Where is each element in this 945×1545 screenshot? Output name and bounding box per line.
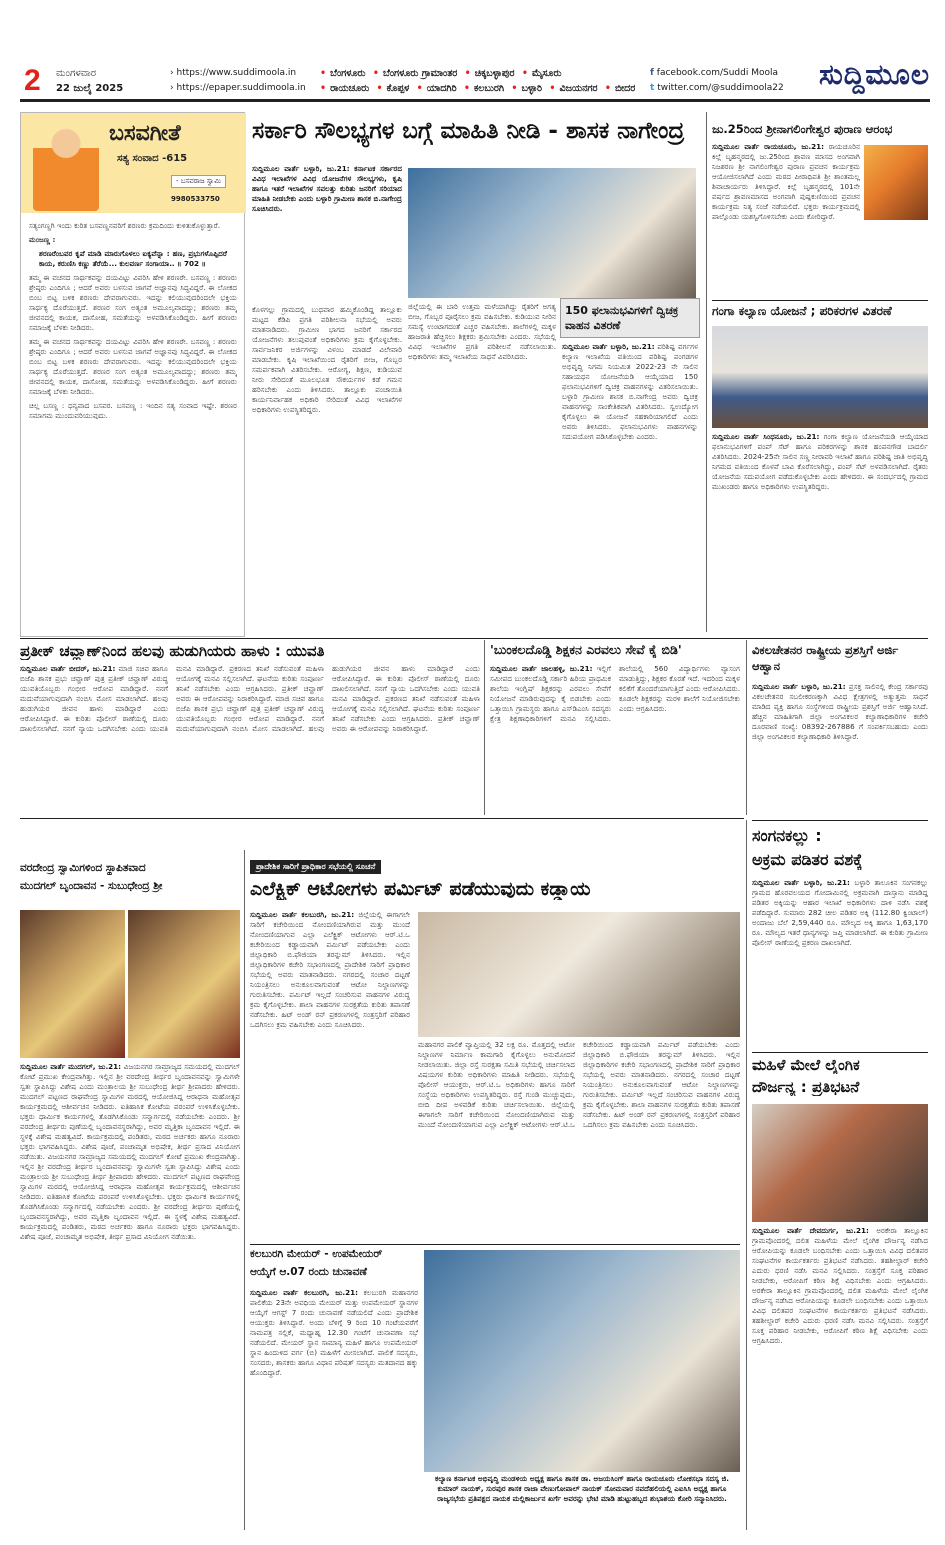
swamiji-photo xyxy=(20,910,125,1058)
column-divider xyxy=(746,640,747,815)
award-body: ಸುದ್ದಿಮೂಲ ವಾರ್ತೆ ಬಳ್ಳಾರಿ, ಜು.21: ಪ್ರಸಕ್ತ ಸಾಲಿನಲ್ಲಿ ಕೇಂದ್ರ ಸರ್ಕಾರವು ವಿಕಲಚೇತನರ ಸಬಲೀಕರಣಕ್ಕಾಗಿ ವಿವಿಧ ಕ್ಷೇತ್ರಗಳಲ್ಲಿ ಅತ್ಯುತ್ತಮ ಸಾಧನೆ ಮಾಡಿದ ವ್ಯಕ್ತಿ ಹಾಗೂ ಸಂಸ್ಥೆಗಳಿಂದ ರಾಷ್ಟ್ರೀಯ ಪ್ರಶಸ್ತಿಗೆ ಅರ್ಜಿ ಆಹ್ವಾನಿಸಿದೆ. ಹೆಚ್ಚಿನ ಮಾಹಿತಿಗಾಗಿ ಜಿಲ್ಲಾ ಅಂಗವಿಕಲರ ಕಲ್ಯಾಣಾಧಿಕಾರಿಗಳ ಕಚೇರಿ ದೂರವಾಣಿ ಸಂಖ್ಯೆ: 08392-267886 ಗೆ ಸಂಪರ್ಕಿಸಬಹುದು ಎಂದು ಜಿಲ್ಲಾ ಅಂಗವಿಕಲರ ಕಲ್ಯಾಣಾಧಿಕಾರಿ ತಿಳಿಸಿದ್ದಾರೆ. xyxy=(752,682,928,741)
city-label: ಕೊಪ್ಪಳ xyxy=(386,83,410,94)
column-divider xyxy=(706,112,707,632)
lead-body: ಕೊಳಗಲ್ಲು ಗ್ರಾಮದಲ್ಲಿ ಬುಧವಾರ ಹಮ್ಮಿಕೊಂಡಿದ್ದ ತಾಲ್ಲೂಕು ಮಟ್ಟದ ಕೆಡಿಪಿ ಪ್ರಗತಿ ಪರಿಶೀಲನಾ ಸಭೆಯಲ್ಲಿ ಅವರು ಮಾತನಾಡಿದರು. ಗ್ರಾಮೀಣ ಭಾಗದ ಜನರಿಗೆ ಸರ್ಕಾರದ ಯೋಜನೆಗಳು ತಲುಪುವಂತೆ ಅಧಿಕಾರಿಗಳು ಕ್ರಮ ಕೈಗೊಳ್ಳಬೇಕು. ಸಾರ್ವಜನಿಕರ ಅರ್ಜಿಗಳನ್ನು ವಿಳಂಬ ಮಾಡದೆ ವಿಲೇವಾರಿ ಮಾಡಬೇಕು. ಕೃಷಿ ಇಲಾಖೆಯಿಂದ ರೈತರಿಗೆ ಬೀಜ, ಗೊಬ್ಬರ ಸಮರ್ಪಕವಾಗಿ ವಿತರಿಸಬೇಕು. ಆರೋಗ್ಯ, ಶಿಕ್ಷಣ, ಕುಡಿಯುವ ನೀರು ಸೇರಿದಂತೆ ಮೂಲಭೂತ ಸೌಕರ್ಯಗಳ ಕಡೆ ಗಮನ ಹರಿಸಬೇಕು ಎಂದು ತಿಳಿಸಿದರು. ತಾಲ್ಲೂಕು ಪಂಚಾಯಿತಿ ಕಾರ್ಯನಿರ್ವಾಹಕ ಅಧಿಕಾರಿ ಸೇರಿದಂತೆ ವಿವಿಧ ಇಲಾಖೆಗಳ ಅಧಿಕಾರಿಗಳು ಉಪಸ್ಥಿತರಿದ್ದರು. xyxy=(252,305,402,414)
purana-body: ಸುದ್ದಿಮೂಲ ವಾರ್ತೆ ರಾಯಚೂರು, ಜು.21: ರಾಯಚೂರಿನ ಕಿಲ್ಲೆ ಬೃಹನ್ಮಠದಲ್ಲಿ ಜು.25ರಿಂದ ಶ್ರಾವಣ ಮಾಸದ ಅಂಗವಾಗಿ ನಿಜಶರಣ ಶ್ರೀ ನಾಗಲಿಂಗೇಶ್ವರ ಪುರಾಣ ಪ್ರವಚನ ಕಾರ್ಯಕ್ರಮ ಆಯೋಜಿಸಲಾಗಿದೆ ಎಂದು ಮಠದ ಪೀಠಾಧಿಪತಿ ಶ್ರೀ ಶಾಂತಮಲ್ಲ ಶಿವಾಚಾರ್ಯರು ತಿಳಿಸಿದ್ದಾರೆ. ಕಿಲ್ಲೆ ಬೃಹನ್ಮಠದಲ್ಲಿ 101ನೇ ವರ್ಷದ ಶ್ರಾವಣಮಾಸದ ಅಂಗವಾಗಿ ಪುಷ್ಪಕುಣಿಯಿಂದ ಪ್ರವಚನ ಕಾರ್ಯಕ್ರಮ ನಿತ್ಯ ಸಂಜೆ ನಡೆಯಲಿದೆ. ಭಕ್ತರು ಕಾರ್ಯಕ್ರಮದಲ್ಲಿ ಪಾಲ್ಗೊಂಡು ಯಶಸ್ವಿಗೊಳಿಸಬೇಕು ಎಂದು ಕೋರಿದ್ದಾರೆ. xyxy=(712,142,860,221)
sangankal-body: ಸುದ್ದಿಮೂಲ ವಾರ್ತೆ ಬಳ್ಳಾರಿ, ಜು.21: ಬಳ್ಳಾರಿ ತಾಲೂಕಿನ ಸಂಗನಕಲ್ಲು ಗ್ರಾಮದ ಹೊರವಲಯದ ಗೋದಾಮಿನಲ್ಲಿ ಅಕ್ರಮವಾಗಿ ದಾಸ್ತಾನು ಮಾಡಿದ್ದ ಪಡಿತರ ಅಕ್ಕಿಯನ್ನು ಆಹಾರ ಇಲಾಖೆ ಅಧಿಕಾರಿಗಳು ದಾಳಿ ನಡೆಸಿ ವಶಕ್ಕೆ ಪಡೆದಿದ್ದಾರೆ. ಸುಮಾರು 282 ಚೀಲ ಪಡಿತರ ಅಕ್ಕಿ (112.80 ಕ್ವಿಂಟಾಲ್) ಅಂದಾಜು ಬೆಲೆ 2,59,440 ರೂ. ಮೌಲ್ಯದ ಅಕ್ಕಿ ಹಾಗೂ 1,63,170 ರೂ. ಮೌಲ್ಯದ ಇತರೆ ಧಾನ್ಯಗಳನ್ನು ಜಪ್ತಿ ಮಾಡಲಾಗಿದೆ. ಈ ಕುರಿತು ಗ್ರಾಮೀಣ ಪೊಲೀಸ್ ಠಾಣೆಯಲ್ಲಿ ಪ್ರಕರಣ ದಾಖಲಾಗಿದೆ. xyxy=(752,878,928,947)
ganga-photo xyxy=(712,326,928,428)
bike-headline: 150 ಫಲಾನುಭವಿಗಳಿಗೆ ದ್ವಿಚಕ್ರ ವಾಹನ ವಿತರಣೆ xyxy=(565,304,679,332)
day-label: ಮಂಗಳವಾರ xyxy=(56,68,97,79)
city-label: ಬಳ್ಳಾರಿ xyxy=(521,83,543,94)
url-block xyxy=(170,66,306,96)
city-label: ಚಿಕ್ಕಬಳ್ಳಾಪುರ xyxy=(474,68,515,79)
section-rule xyxy=(250,1244,740,1245)
brindavan-photo xyxy=(128,910,240,1058)
ganga-headline: ಗಂಗಾ ಕಲ್ಯಾಣ ಯೋಜನೆ ; ಪರಿಕರಗಳ ವಿತರಣೆ xyxy=(712,304,892,318)
meeting-photo xyxy=(418,912,740,1037)
ganga-body: ಸುದ್ದಿಮೂಲ ವಾರ್ತೆ ಸಿಂಧನೂರು, ಜು.21: ಗಂಗಾ ಕಲ್ಯಾಣ ಯೋಜನೆಯಡಿ ಆಯ್ಕೆಯಾದ ಫಲಾನುಭವಿಗಳಿಗೆ ಪಂಪ್ ಸೆಟ್ ಹಾಗೂ ಪರಿಕರಗಳನ್ನು ಶಾಸಕ ಹಂಪನಗೌಡ ಬಾದರ್ಲಿ ವಿತರಿಸಿದರು. 2024-25ನೇ ಸಾಲಿನ ಸಣ್ಣ ನೀರಾವರಿ ಇಲಾಖೆ ಹಾಗೂ ಪರಿಶಿಷ್ಟ ಜಾತಿ ಅಭಿವೃದ್ಧಿ ನಿಗಮದ ವತಿಯಿಂದ ಕೊಳವೆ ಬಾವಿ ಕೊರೆಸಲಾಗಿದ್ದು, ಪಂಪ್ ಸೆಟ್ ಅಳವಡಿಸಲಾಗಿದೆ. ರೈತರು ಯೋಜನೆಯ ಸದುಪಯೋಗ ಪಡೆದುಕೊಳ್ಳಬೇಕು ಎಂದು ಹೇಳಿದರು. ಈ ಸಂದರ್ಭದಲ್ಲಿ ಗ್ರಾಮದ ಮುಖಂಡರು ಹಾಗೂ ಅಧಿಕಾರಿಗಳು ಉಪಸ್ಥಿತರಿದ್ದರು. xyxy=(712,432,928,491)
cities-list: • ಬೆಂಗಳೂರು • ಬೆಂಗಳೂರು ಗ್ರಾಮಾಂತರ • ಚಿಕ್ಕಬಳ್ಳಾಪುರ • ಮೈಸೂರು • ರಾಯಚೂರು • ಕೊಪ್ಪಳ • ಯಾದಗಿರಿ • ಕಲಬುರಗಿ • ಬಳ್ಳಾರಿ • ವಿಜಯನಗರ • ಬೀದರ xyxy=(320,68,636,94)
city-label: ಬೆಂಗಳೂರು xyxy=(330,68,366,79)
date-label: 22 ಜುಲೈ 2025 xyxy=(56,83,124,94)
mahila-headline-1: ಮಹಿಳೆ ಮೇಲೆ ಲೈಂಗಿಕ xyxy=(752,1056,860,1074)
epaper-url[interactable]: https://epaper.suddimoola.in xyxy=(176,83,306,93)
column-intro: ಸತ್ಯಂಗಣ್ಣಗಿ ಇಂದು ಕುರಿತ ಬಸವಣ್ಣನವರಿಗೆ ಶರಣರು ಕ್ರಮದಿಂದು ಕುಳಿತುಕೊಳ್ಳುತ್ತಾರೆ. xyxy=(29,221,221,230)
lead-photo xyxy=(408,168,696,298)
mudagal-headline-1: ವರದೇಂದ್ರ ಸ್ವಾಮಿಗಳಿಂದ ಸ್ಥಾಪಿತವಾದ xyxy=(20,862,146,874)
page-number: 2 xyxy=(24,64,41,97)
mudagal-headline-2: ಮುದಗಲ್ ಬೃಂದಾವನ - ಸುಬುಧೇಂದ್ರ ಶ್ರೀ xyxy=(20,880,163,892)
column-text: ತಮ್ಮ ಈ ವಚನದ ಸಾರ್ಥಕವನ್ನು ದಯವಿಟ್ಟು ವಿವರಿಸಿ ಹೇಳಿ ಶರಣರೇ. ಬಸವಣ್ಣ : ಶರಣರು ಶ್ರೇಷ್ಠರು ಎಂದಿಗೂ ; ಆದರೆ ಅವರು ಬಳಸುವ ಜಾಗವೆ ಅಜ್ಞಾನವು ಸಿದ್ಧವಿದ್ದರೆ. ಈ ಲೋಕದ ಬಿಂಬ ಬಿಟ್ಟ ಬಳಿಕ ಶರಣರು ದೇವರಾಗುವರು. ಇದನ್ನು ಕಲಿಯುವುದರಿಂದಲೇ ಭಕ್ತಿಯ ಸಾರ್ಥಕ್ಯ ದೊರೆಯುತ್ತದೆ. ಶರಣರ ಸಂಗ ಅತ್ಯಂತ ಅಮೂಲ್ಯವಾದದ್ದು; ಶರಣರು ತಮ್ಮ ಜೀವನದಲ್ಲಿ ಕಾಯಕ, ದಾಸೋಹ, ಸಮತೆಯನ್ನು ಅಳವಡಿಸಿಕೊಂಡಿದ್ದರು. ಹೀಗೆ ಶರಣರು ಸಮಾಜಕ್ಕೆ ಬೆಳಕು ನೀಡಿದರು. xyxy=(29,273,237,332)
column-text: ತಮ್ಮ ಈ ವಚನದ ಸಾರ್ಥಕವನ್ನು ದಯವಿಟ್ಟು ವಿವರಿಸಿ ಹೇಳಿ ಶರಣರೇ. ಬಸವಣ್ಣ : ಶರಣರು ಶ್ರೇಷ್ಠರು ಎಂದಿಗೂ ; ಆದರೆ ಅವರು ಬಳಸುವ ಜಾಗವೆ ಅಜ್ಞಾನವು ಸಿದ್ಧವಿದ್ದರೆ. ಈ ಲೋಕದ ಬಿಂಬ ಬಿಟ್ಟ ಬಳಿಕ ಶರಣರು ದೇವರಾಗುವರು. ಇದನ್ನು ಕಲಿಯುವುದರಿಂದಲೇ ಭಕ್ತಿಯ ಸಾರ್ಥಕ್ಯ ದೊರೆಯುತ್ತದೆ. ಶರಣರ ಸಂಗ ಅತ್ಯಂತ ಅಮೂಲ್ಯವಾದದ್ದು; ಶರಣರು ತಮ್ಮ ಜೀವನದಲ್ಲಿ ಕಾಯಕ, ದಾಸೋಹ, ಸಮತೆಯನ್ನು ಅಳವಡಿಸಿಕೊಂಡಿದ್ದರು. ಹೀಗೆ ಶರಣರು ಸಮಾಜಕ್ಕೆ ಬೆಳಕು ನೀಡಿದರು. xyxy=(29,337,237,396)
section-rule xyxy=(712,300,928,301)
page-header xyxy=(20,60,930,102)
column-title: ಬಸವಗೀತೆ xyxy=(109,121,181,146)
lead-intro xyxy=(252,164,402,304)
column-divider xyxy=(746,820,747,1530)
column-author: - ಬಸವರಾಜ ಸ್ವಾಮಿ xyxy=(171,175,226,188)
lead-highlight: ಕರ್ನಾಟಕ ಸರ್ಕಾರದ ವಿವಿಧ ಇಲಾಖೆಗಳ ವಿವಿಧ ಯೋಜನೆಗಳ ಸೌಲಭ್ಯಗಳು, ಕೃಷಿ ಹಾಗೂ ಇತರೆ ಇಲಾಖೆಗಳ ಸವಲತ್ತು ಕುರಿತು ಜನರಿಗೆ ಸರಿಯಾದ ಮಾಹಿತಿ ನೀಡಬೇಕು ಎಂದು ಬಳ್ಳಾರಿ ಗ್ರಾಮೀಣ ಶಾಸಕ ಬಿ.ನಾಗೇಂದ್ರ ಸೂಚಿಸಿದರು. xyxy=(252,164,402,213)
lead-headline: ಸರ್ಕಾರಿ ಸೌಲಭ್ಯಗಳ ಬಗ್ಗೆ ಮಾಹಿತಿ ನೀಡಿ - ಶಾಸಕ ನಾಗೇಂದ್ರ xyxy=(252,118,685,144)
auto-headline: ಎಲೆಕ್ಟ್ರಿಕ್ ಆಟೋಗಳು ಪರ್ಮಿಟ್ ಪಡೆಯುವುದು ಕಡ್ಡಾಯ xyxy=(250,878,591,900)
column-subtitle: ಸತ್ಯ ಸಂವಾದ -615 xyxy=(117,153,188,164)
teacher-body: ಸುದ್ದಿಮೂಲ ವಾರ್ತೆ ಜಾಲಹಳ್ಳಿ, ಜು.21: ಇಲ್ಲಿಗೆ ಸಮೀಪದ ಬುಂಕಲದೊಡ್ಡಿ ಸರ್ಕಾರಿ ಹಿರಿಯ ಪ್ರಾಥಮಿಕ ಶಾಲೆಯ ಇಂಗ್ಲಿಷ್ ಶಿಕ್ಷಕರನ್ನು ಎರವಲು ಸೇವೆಗೆ ನಿಯೋಜನೆ ಮಾಡಿರುವುದನ್ನು ಕೈ ಬಿಡಬೇಕು ಎಂದು ಒತ್ತಾಯಿಸಿ ಗ್ರಾಮಸ್ಥರು ಹಾಗೂ ಎಸ್‌ಡಿಎಂಸಿ ಸದಸ್ಯರು ಕ್ಷೇತ್ರ ಶಿಕ್ಷಣಾಧಿಕಾರಿಗಳಿಗೆ ಮನವಿ ಸಲ್ಲಿಸಿದರು. ಶಾಲೆಯಲ್ಲಿ 560 ವಿದ್ಯಾರ್ಥಿಗಳು ವ್ಯಾಸಂಗ ಮಾಡುತ್ತಿದ್ದು, ಶಿಕ್ಷಕರ ಕೊರತೆ ಇದೆ. ಇದರಿಂದ ಮಕ್ಕಳ ಕಲಿಕೆಗೆ ತೊಂದರೆಯಾಗುತ್ತಿದೆ ಎಂದು ಆರೋಪಿಸಿದರು. ಕೂಡಲೇ ಶಿಕ್ಷಕರನ್ನು ಮರಳಿ ಶಾಲೆಗೆ ನಿಯೋಜಿಸಬೇಕು ಎಂದು ಆಗ್ರಹಿಸಿದರು. xyxy=(490,664,740,723)
column-banner xyxy=(21,113,246,213)
lead-body-cont: ಜಿಲ್ಲೆಯಲ್ಲಿ ಈ ಬಾರಿ ಉತ್ತಮ ಮಳೆಯಾಗಿದ್ದು ರೈತರಿಗೆ ಅಗತ್ಯ ಬೀಜ, ಗೊಬ್ಬರ ಪೂರೈಸಲು ಕ್ರಮ ವಹಿಸಬೇಕು. ಕುಡಿಯುವ ನೀರಿನ ಸಮಸ್ಯೆ ಉಂಟಾಗದಂತೆ ಎಚ್ಚರ ವಹಿಸಬೇಕು. ಶಾಲೆಗಳಲ್ಲಿ ಮಕ್ಕಳ ಹಾಜರಾತಿ ಹೆಚ್ಚಿಸಲು ಶಿಕ್ಷಕರು ಶ್ರಮಿಸಬೇಕು ಎಂದರು. ಸಭೆಯಲ್ಲಿ ವಿವಿಧ ಇಲಾಖೆಗಳ ಪ್ರಗತಿ ಪರಿಶೀಲನೆ ನಡೆಸಲಾಯಿತು. ಅಧಿಕಾರಿಗಳು ತಮ್ಮ ಇಲಾಖೆಯ ಸಾಧನೆ ವಿವರಿಸಿದರು. xyxy=(408,302,556,361)
column-phone: 9980533750 xyxy=(171,195,220,203)
section-rule xyxy=(752,1052,928,1053)
city-label: ಬೆಂಗಳೂರು ಗ್ರಾಮಾಂತರ xyxy=(382,68,458,79)
facebook-link[interactable]: facebook.com/Suddi Moola xyxy=(656,68,779,78)
byline: ಸುದ್ದಿಮೂಲ ವಾರ್ತೆ ಬಳ್ಳಾರಿ, ಜು.21: xyxy=(252,164,350,173)
swamiji-photo xyxy=(864,145,928,220)
city-label: ಮೈಸೂರು xyxy=(531,68,562,79)
globe-icon: › xyxy=(170,83,174,93)
twitter-link[interactable]: twitter.com/@suddimoola22 xyxy=(657,83,784,93)
twitter-icon: t xyxy=(650,83,655,93)
auto-body-cont: ಮಹಾನಗರ ಪಾಲಿಕೆ ವ್ಯಾಪ್ತಿಯಲ್ಲಿ 32 ಲಕ್ಷ ರೂ. ಮೊತ್ತದಲ್ಲಿ ಆಟೋ ನಿಲ್ದಾಣಗಳ ನಿರ್ಮಾಣ ಕಾಮಗಾರಿ ಕೈಗೊಳ್ಳಲು ಅನುಮೋದನೆ ನೀಡಲಾಯಿತು. ಜಿಲ್ಲಾ ರಸ್ತೆ ಸುರಕ್ಷತಾ ಸಮಿತಿ ಸಭೆಯಲ್ಲಿ ಚರ್ಚಿಸಲಾದ ವಿಷಯಗಳ ಕುರಿತು ಅಧಿಕಾರಿಗಳು ಮಾಹಿತಿ ನೀಡಿದರು. ಸಭೆಯಲ್ಲಿ ಪೊಲೀಸ್ ಆಯುಕ್ತರು, ಆರ್.ಟಿ.ಒ ಅಧಿಕಾರಿಗಳು ಹಾಗೂ ಸಾರಿಗೆ ಸಂಸ್ಥೆಯ ಅಧಿಕಾರಿಗಳು ಉಪಸ್ಥಿತರಿದ್ದರು. ರಸ್ತೆ ಗುಂಡಿ ಮುಚ್ಚುವುದು, ಬೀದಿ ದೀಪ ಅಳವಡಿಕೆ ಕುರಿತು ಚರ್ಚಿಸಲಾಯಿತು. ಜಿಲ್ಲೆಯಲ್ಲಿ ಈಗಾಗಲೇ ಸಾರಿಗೆ ಕಚೇರಿಯಿಂದ ನೋಂದಣಿಯಾಗಿರುವ ಮತ್ತು ಮುಂದೆ ನೋಂದಣಿಯಾಗುವ ಎಲ್ಲಾ ಎಲೆಕ್ಟ್ರಿಕ್ ಆಟೋಗಳು ಆರ್.ಟಿ.ಒ ಕಚೇರಿಯಿಂದ ಕಡ್ಡಾಯವಾಗಿ ಪರ್ಮಿಟ್ ಪಡೆಯಬೇಕು ಎಂದು ಜಿಲ್ಲಾಧಿಕಾರಿ ಬಿ.ಫೌಜಿಯಾ ತರನ್ನುಮ್ ತಿಳಿಸಿದರು. ಇಲ್ಲಿನ ಜಿಲ್ಲಾಧಿಕಾರಿಗಳ ಕಚೇರಿ ಸಭಾಂಗಣದಲ್ಲಿ ಪ್ರಾದೇಶಿಕ ಸಾರಿಗೆ ಪ್ರಾಧಿಕಾರ ಸಭೆಯಲ್ಲಿ ಅವರು ಮಾತನಾಡಿದರು. ನಗರದಲ್ಲಿ ಸಂಚಾರ ದಟ್ಟಣೆ ನಿಯಂತ್ರಿಸಲು ಅನುಕೂಲವಾಗುವಂತೆ ಆಟೋ ನಿಲ್ದಾಣಗಳನ್ನು ಗುರುತಿಸಬೇಕು. ಪರ್ಮಿಟ್ ಇಲ್ಲದೆ ಸಂಚರಿಸುವ ವಾಹನಗಳ ವಿರುದ್ಧ ಕ್ರಮ ಕೈಗೊಳ್ಳಬೇಕು. ಶಾಲಾ ವಾಹನಗಳ ಸುರಕ್ಷತೆಯ ಕುರಿತು ತಪಾಸಣೆ ನಡೆಸಬೇಕು. ಹಿಟ್ ಅಂಡ್ ರನ್ ಪ್ರಕರಣಗಳಲ್ಲಿ ಸಂತ್ರಸ್ತರಿಗೆ ಪರಿಹಾರ ಒದಗಿಸಲು ಕ್ರಮ ವಹಿಸಬೇಕು ಎಂದು ಸೂಚಿಸಿದರು. xyxy=(418,1040,740,1129)
mudagal-body: ಸುದ್ದಿಮೂಲ ವಾರ್ತೆ ಮುದಗಲ್, ಜು.21: ವಿಜಯನಗರ ಸಾಮ್ರಾಜ್ಯದ ಸಮಯದಲ್ಲಿ ಮುದಗಲ್ ಕೋಟೆ ಪ್ರಮುಖ ಕೇಂದ್ರವಾಗಿತ್ತು. ಇಲ್ಲಿನ ಶ್ರೀ ವರದೇಂದ್ರ ತೀರ್ಥರ ಬೃಂದಾವನವನ್ನು ಸ್ವಾಮಿಗಳೇ ಸ್ವತಃ ಸ್ಥಾಪಿಸಿದ್ದು ವಿಶೇಷ ಎಂದು ಮಂತ್ರಾಲಯ ಶ್ರೀ ಸುಬುಧೇಂದ್ರ ತೀರ್ಥ ಶ್ರೀಪಾದರು ಹೇಳಿದರು. ಮುದಗಲ್ ಪಟ್ಟಣದ ರಾಘವೇಂದ್ರ ಸ್ವಾಮಿಗಳ ಮಠದಲ್ಲಿ ಆಯೋಜಿಸಿದ್ದ ಆರಾಧನಾ ಮಹೋತ್ಸವ ಕಾರ್ಯಕ್ರಮದಲ್ಲಿ ಆಶೀರ್ವಚನ ನೀಡಿದರು. ಐತಿಹಾಸಿಕ ಕೋಟೆಯ ಪರಂಪರೆ ಉಳಿಸಿಕೊಳ್ಳಬೇಕು. ಭಕ್ತರು ಧಾರ್ಮಿಕ ಕಾರ್ಯಗಳಲ್ಲಿ ತೊಡಗಿಸಿಕೊಂಡು ಸನ್ಮಾರ್ಗದಲ್ಲಿ ನಡೆಯಬೇಕು ಎಂದರು. ಶ್ರೀ ವರದೇಂದ್ರ ತೀರ್ಥರು ಪುಣೆಯಲ್ಲಿ ಬೃಂದಾವನಸ್ಥರಾಗಿದ್ದು, ಅವರ ಮೃತ್ತಿಕಾ ಬೃಂದಾವನ ಇಲ್ಲಿದೆ. ಈ ಸ್ಥಳಕ್ಕೆ ವಿಶೇಷ ಮಹತ್ವವಿದೆ. ಕಾರ್ಯಕ್ರಮದಲ್ಲಿ ಪಂಡಿತರು, ಮಠದ ಅರ್ಚಕರು ಹಾಗೂ ನೂರಾರು ಭಕ್ತರು ಭಾಗವಹಿಸಿದ್ದರು. ವಿಶೇಷ ಪೂಜೆ, ಪಂಚಾಮೃತ ಅಭಿಷೇಕ, ತೀರ್ಥ ಪ್ರಸಾದ ವಿನಿಯೋಗ ನಡೆಯಿತು. ವಿಜಯನಗರ ಸಾಮ್ರಾಜ್ಯದ ಸಮಯದಲ್ಲಿ ಮುದಗಲ್ ಕೋಟೆ ಪ್ರಮುಖ ಕೇಂದ್ರವಾಗಿತ್ತು. ಇಲ್ಲಿನ ಶ್ರೀ ವರದೇಂದ್ರ ತೀರ್ಥರ ಬೃಂದಾವನವನ್ನು ಸ್ವಾಮಿಗಳೇ ಸ್ವತಃ ಸ್ಥಾಪಿಸಿದ್ದು ವಿಶೇಷ ಎಂದು ಮಂತ್ರಾಲಯ ಶ್ರೀ ಸುಬುಧೇಂದ್ರ ತೀರ್ಥ ಶ್ರೀಪಾದರು ಹೇಳಿದರು. ಮುದಗಲ್ ಪಟ್ಟಣದ ರಾಘವೇಂದ್ರ ಸ್ವಾಮಿಗಳ ಮಠದಲ್ಲಿ ಆಯೋಜಿಸಿದ್ದ ಆರಾಧನಾ ಮಹೋತ್ಸವ ಕಾರ್ಯಕ್ರಮದಲ್ಲಿ ಆಶೀರ್ವಚನ ನೀಡಿದರು. ಐತಿಹಾಸಿಕ ಕೋಟೆಯ ಪರಂಪರೆ ಉಳಿಸಿಕೊಳ್ಳಬೇಕು. ಭಕ್ತರು ಧಾರ್ಮಿಕ ಕಾರ್ಯಗಳಲ್ಲಿ ತೊಡಗಿಸಿಕೊಂಡು ಸನ್ಮಾರ್ಗದಲ್ಲಿ ನಡೆಯಬೇಕು ಎಂದರು. ಶ್ರೀ ವರದೇಂದ್ರ ತೀರ್ಥರು ಪುಣೆಯಲ್ಲಿ ಬೃಂದಾವನಸ್ಥರಾಗಿದ್ದು, ಅವರ ಮೃತ್ತಿಕಾ ಬೃಂದಾವನ ಇಲ್ಲಿದೆ. ಈ ಸ್ಥಳಕ್ಕೆ ವಿಶೇಷ ಮಹತ್ವವಿದೆ. ಕಾರ್ಯಕ್ರಮದಲ್ಲಿ ಪಂಡಿತರು, ಮಠದ ಅರ್ಚಕರು ಹಾಗೂ ನೂರಾರು ಭಕ್ತರು ಭಾಗವಹಿಸಿದ್ದರು. ವಿಶೇಷ ಪೂಜೆ, ಪಂಚಾಮೃತ ಅಭಿಷೇಕ, ತೀರ್ಥ ಪ್ರಸಾದ ವಿನಿಯೋಗ ನಡೆಯಿತು. xyxy=(20,1062,240,1241)
section-rule xyxy=(752,820,928,821)
sangankal-headline-2: ಅಕ್ರಮ ಪಡಿತರ ವಶಕ್ಕೆ xyxy=(752,850,863,869)
purana-headline: ಜು.25ರಿಂದ ಶ್ರೀನಾಗಲಿಂಗೇಶ್ವರ ಪುರಾಣ ಆರಂಭ xyxy=(712,122,893,136)
site-url[interactable]: https://www.suddimoola.in xyxy=(176,68,297,78)
date-block xyxy=(56,66,123,96)
prateek-headline: ಪ್ರತೀಕ್ ಚವ್ಹಾಣ್‌ನಿಂದ ಹಲವು ಹುಡುಗಿಯರು ಹಾಳು : ಯುವತಿ xyxy=(20,642,325,660)
city-label: ಬೀದರ xyxy=(614,83,636,94)
mahila-headline-2: ದೌರ್ಜನ್ಯ : ಪ್ರತಿಭಟನೆ xyxy=(752,1078,860,1096)
bike-body: ಸುದ್ದಿಮೂಲ ವಾರ್ತೆ ಬಳ್ಳಾರಿ, ಜು.21: ಪರಿಶಿಷ್ಟ ವರ್ಗಗಳ ಕಲ್ಯಾಣ ಇಲಾಖೆಯ ವತಿಯಿಂದ ಪರಿಶಿಷ್ಟ ಪಂಗಡಗಳ ಅಭಿವೃದ್ಧಿ ನಿಗಮ ನಿಯಮಿತ 2022-23 ನೇ ಸಾಲಿನ ಸಹಾಯಧನ ಯೋಜನೆಯಡಿ ಆಯ್ಕೆಯಾದ 150 ಫಲಾನುಭವಿಗಳಿಗೆ ದ್ವಿಚಕ್ರ ವಾಹನಗಳನ್ನು ವಿತರಿಸಲಾಯಿತು. ಬಳ್ಳಾರಿ ಗ್ರಾಮೀಣ ಶಾಸಕ ಬಿ.ನಾಗೇಂದ್ರ ಅವರು ದ್ವಿಚಕ್ರ ವಾಹನಗಳನ್ನು ಸಾಂಕೇತಿಕವಾಗಿ ವಿತರಿಸಿದರು. ಸ್ವಉದ್ಯೋಗ ಕೈಗೊಳ್ಳಲು ಈ ಯೋಜನೆ ಸಹಕಾರಿಯಾಗಲಿದೆ ಎಂದು ಅವರು ತಿಳಿಸಿದರು. ಫಲಾನುಭವಿಗಳು ವಾಹನಗಳನ್ನು ಸದುಪಯೋಗ ಪಡಿಸಿಕೊಳ್ಳಬೇಕು ಎಂದರು. xyxy=(562,342,698,441)
bike-headline-box xyxy=(560,298,700,338)
teacher-headline: 'ಬುಂಕಲದೊಡ್ಡಿ ಶಿಕ್ಷಕನ ಎರವಲು ಸೇವೆ ಕೈ ಬಿಡಿ' xyxy=(490,642,682,657)
auto-body: ಸುದ್ದಿಮೂಲ ವಾರ್ತೆ ಕಲಬುರಗಿ, ಜು.21: ಜಿಲ್ಲೆಯಲ್ಲಿ ಈಗಾಗಲೇ ಸಾರಿಗೆ ಕಚೇರಿಯಿಂದ ನೋಂದಣಿಯಾಗಿರುವ ಮತ್ತು ಮುಂದೆ ನೋಂದಣಿಯಾಗುವ ಎಲ್ಲಾ ಎಲೆಕ್ಟ್ರಿಕ್ ಆಟೋಗಳು ಆರ್.ಟಿ.ಒ ಕಚೇರಿಯಿಂದ ಕಡ್ಡಾಯವಾಗಿ ಪರ್ಮಿಟ್ ಪಡೆಯಬೇಕು ಎಂದು ಜಿಲ್ಲಾಧಿಕಾರಿ ಬಿ.ಫೌಜಿಯಾ ತರನ್ನುಮ್ ತಿಳಿಸಿದರು. ಇಲ್ಲಿನ ಜಿಲ್ಲಾಧಿಕಾರಿಗಳ ಕಚೇರಿ ಸಭಾಂಗಣದಲ್ಲಿ ಪ್ರಾದೇಶಿಕ ಸಾರಿಗೆ ಪ್ರಾಧಿಕಾರ ಸಭೆಯಲ್ಲಿ ಅವರು ಮಾತನಾಡಿದರು. ನಗರದಲ್ಲಿ ಸಂಚಾರ ದಟ್ಟಣೆ ನಿಯಂತ್ರಿಸಲು ಅನುಕೂಲವಾಗುವಂತೆ ಆಟೋ ನಿಲ್ದಾಣಗಳನ್ನು ಗುರುತಿಸಬೇಕು. ಪರ್ಮಿಟ್ ಇಲ್ಲದೆ ಸಂಚರಿಸುವ ವಾಹನಗಳ ವಿರುದ್ಧ ಕ್ರಮ ಕೈಗೊಳ್ಳಬೇಕು. ಶಾಲಾ ವಾಹನಗಳ ಸುರಕ್ಷತೆಯ ಕುರಿತು ತಪಾಸಣೆ ನಡೆಸಬೇಕು. ಹಿಟ್ ಅಂಡ್ ರನ್ ಪ್ರಕರಣಗಳಲ್ಲಿ ಸಂತ್ರಸ್ತರಿಗೆ ಪರಿಹಾರ ಒದಗಿಸಲು ಕ್ರಮ ವಹಿಸಬೇಕು ಎಂದು ಸೂಚಿಸಿದರು. xyxy=(250,910,410,1029)
sangankal-headline-1: ಸಂಗನಕಲ್ಲು : xyxy=(752,826,822,845)
column-closing: ಚಿಲ್ಲ ಬಸಣ್ಣ : ಧನ್ಯವಾದ ಬಸವರ. ಬಸವಣ್ಣ : ಇಂದಿನ ಸತ್ಯ ಸಂವಾದ ಇಷ್ಟೇ. ಶರಣರ ಸಮಾಗಮ ಮುಂದುವರಿಯುವುದು. xyxy=(29,401,237,420)
column-divider xyxy=(244,850,245,1530)
column-divider xyxy=(484,640,485,815)
basava-geete-column xyxy=(20,112,245,637)
section-rule xyxy=(20,638,928,639)
city-label: ಕಲಬುರಗಿ xyxy=(474,83,505,94)
mahila-body: ಸುದ್ದಿಮೂಲ ವಾರ್ತೆ ದೇವದುರ್ಗ, ಜು.21: ಅರಕೇರಾ ತಾಲ್ಲೂಕಿನ ಗ್ರಾಮವೊಂದರಲ್ಲಿ ದಲಿತ ಮಹಿಳೆಯ ಮೇಲೆ ಲೈಂಗಿಕ ದೌರ್ಜನ್ಯ ನಡೆಸಿದ ಆರೋಪಿಯನ್ನು ಕೂಡಲೇ ಬಂಧಿಸಬೇಕು ಎಂದು ಒತ್ತಾಯಿಸಿ ವಿವಿಧ ದಲಿತಪರ ಸಂಘಟನೆಗಳ ಕಾರ್ಯಕರ್ತರು ಪ್ರತಿಭಟನೆ ನಡೆಸಿದರು. ತಹಶೀಲ್ದಾರ್ ಕಚೇರಿ ಎದುರು ಧರಣಿ ನಡೆಸಿ ಮನವಿ ಸಲ್ಲಿಸಿದರು. ಸಂತ್ರಸ್ತೆಗೆ ಸೂಕ್ತ ಪರಿಹಾರ ನೀಡಬೇಕು, ಆರೋಪಿಗೆ ಕಠಿಣ ಶಿಕ್ಷೆ ವಿಧಿಸಬೇಕು ಎಂದು ಆಗ್ರಹಿಸಿದರು. ಅರಕೇರಾ ತಾಲ್ಲೂಕಿನ ಗ್ರಾಮವೊಂದರಲ್ಲಿ ದಲಿತ ಮಹಿಳೆಯ ಮೇಲೆ ಲೈಂಗಿಕ ದೌರ್ಜನ್ಯ ನಡೆಸಿದ ಆರೋಪಿಯನ್ನು ಕೂಡಲೇ ಬಂಧಿಸಬೇಕು ಎಂದು ಒತ್ತಾಯಿಸಿ ವಿವಿಧ ದಲಿತಪರ ಸಂಘಟನೆಗಳ ಕಾರ್ಯಕರ್ತರು ಪ್ರತಿಭಟನೆ ನಡೆಸಿದರು. ತಹಶೀಲ್ದಾರ್ ಕಚೇರಿ ಎದುರು ಧರಣಿ ನಡೆಸಿ ಮನವಿ ಸಲ್ಲಿಸಿದರು. ಸಂತ್ರಸ್ತೆಗೆ ಸೂಕ್ತ ಪರಿಹಾರ ನೀಡಬೇಕು, ಆರೋಪಿಗೆ ಕಠಿಣ ಶಿಕ್ಷೆ ವಿಧಿಸಬೇಕು ಎಂದು ಆಗ್ರಹಿಸಿದರು. xyxy=(752,1226,928,1345)
auto-kicker: ಪ್ರಾದೇಶಿಕ ಸಾರಿಗೆ ಪ್ರಾಧಿಕಾರ ಸಭೆಯಲ್ಲಿ ಸೂಚನೆ xyxy=(250,860,381,874)
prateek-body: ಸುದ್ದಿಮೂಲ ವಾರ್ತೆ ಬೀದರ್, ಜು.21: ಮಾಜಿ ಸಚಿವ ಹಾಗೂ ಬಿಜೆಪಿ ಶಾಸಕ ಪ್ರಭು ಚವ್ಹಾಣ್ ಪುತ್ರ ಪ್ರತೀಕ್ ಚವ್ಹಾಣ್ ವಿರುದ್ಧ ಯುವತಿಯೊಬ್ಬರು ಗಂಭೀರ ಆರೋಪ ಮಾಡಿದ್ದಾರೆ. ನನಗೆ ಮದುವೆಯಾಗುವುದಾಗಿ ನಂಬಿಸಿ ಮೋಸ ಮಾಡಲಾಗಿದೆ. ಹಲವು ಹುಡುಗಿಯರ ಜೀವನ ಹಾಳು ಮಾಡಿದ್ದಾರೆ ಎಂದು ಆರೋಪಿಸಿದ್ದಾರೆ. ಈ ಕುರಿತು ಪೊಲೀಸ್ ಠಾಣೆಯಲ್ಲಿ ದೂರು ದಾಖಲಿಸಲಾಗಿದೆ. ನನಗೆ ನ್ಯಾಯ ಒದಗಿಸಬೇಕು ಎಂದು ಯುವತಿ ಮನವಿ ಮಾಡಿದ್ದಾರೆ. ಪ್ರಕರಣದ ತನಿಖೆ ನಡೆಸುವಂತೆ ಮಹಿಳಾ ಆಯೋಗಕ್ಕೆ ಮನವಿ ಸಲ್ಲಿಸಲಾಗಿದೆ. ಘಟನೆಯ ಕುರಿತು ಸಂಪೂರ್ಣ ತನಿಖೆ ನಡೆಸಬೇಕು ಎಂದು ಆಗ್ರಹಿಸಿದರು. ಪ್ರತೀಕ್ ಚವ್ಹಾಣ್ ಅವರು ಈ ಆರೋಪವನ್ನು ನಿರಾಕರಿಸಿದ್ದಾರೆ. ಮಾಜಿ ಸಚಿವ ಹಾಗೂ ಬಿಜೆಪಿ ಶಾಸಕ ಪ್ರಭು ಚವ್ಹಾಣ್ ಪುತ್ರ ಪ್ರತೀಕ್ ಚವ್ಹಾಣ್ ವಿರುದ್ಧ ಯುವತಿಯೊಬ್ಬರು ಗಂಭೀರ ಆರೋಪ ಮಾಡಿದ್ದಾರೆ. ನನಗೆ ಮದುವೆಯಾಗುವುದಾಗಿ ನಂಬಿಸಿ ಮೋಸ ಮಾಡಲಾಗಿದೆ. ಹಲವು ಹುಡುಗಿಯರ ಜೀವನ ಹಾಳು ಮಾಡಿದ್ದಾರೆ ಎಂದು ಆರೋಪಿಸಿದ್ದಾರೆ. ಈ ಕುರಿತು ಪೊಲೀಸ್ ಠಾಣೆಯಲ್ಲಿ ದೂರು ದಾಖಲಿಸಲಾಗಿದೆ. ನನಗೆ ನ್ಯಾಯ ಒದಗಿಸಬೇಕು ಎಂದು ಯುವತಿ ಮನವಿ ಮಾಡಿದ್ದಾರೆ. ಪ್ರಕರಣದ ತನಿಖೆ ನಡೆಸುವಂತೆ ಮಹಿಳಾ ಆಯೋಗಕ್ಕೆ ಮನವಿ ಸಲ್ಲಿಸಲಾಗಿದೆ. ಘಟನೆಯ ಕುರಿತು ಸಂಪೂರ್ಣ ತನಿಖೆ ನಡೆಸಬೇಕು ಎಂದು ಆಗ್ರಹಿಸಿದರು. ಪ್ರತೀಕ್ ಚವ್ಹಾಣ್ ಅವರು ಈ ಆರೋಪವನ್ನು ನಿರಾಕರಿಸಿದ್ದಾರೆ. xyxy=(20,664,480,733)
award-headline: ವಿಕಲಚೇತನರ ರಾಷ್ಟ್ರೀಯ ಪ್ರಶಸ್ತಿಗೆ ಅರ್ಜಿ ಆಹ್ವಾನ xyxy=(752,643,899,673)
saint-illustration xyxy=(33,121,99,211)
city-label: ಯಾದಗಿರಿ xyxy=(426,83,457,94)
protest-photo xyxy=(752,1104,928,1222)
masthead-logo: ಸುದ್ದಿಮೂಲ xyxy=(818,58,930,91)
photo-caption: ಕಲ್ಯಾಣ ಕರ್ನಾಟಕ ಅಭಿವೃದ್ಧಿ ಮಂಡಳಿಯ ಅಧ್ಯಕ್ಷ ಹಾಗೂ ಶಾಸಕ ಡಾ. ಅಜಯಸಿಂಗ್ ಹಾಗೂ ರಾಯಚೂರು ಲೋಕಸಭಾ ಸದಸ್ಯ ಜಿ. ಕುಮಾರ್ ನಾಯಕ್, ಸುರಪುರ ಶಾಸಕ ರಾಜಾ ವೇಣುಗೋಪಾಲ್ ನಾಯಕ್ ಸೋಮವಾರ ನವದೆಹಲಿಯಲ್ಲಿ ಎಐಸಿಸಿ ಅಧ್ಯಕ್ಷ ಹಾಗೂ ರಾಜ್ಯಸಭೆಯ ಪ್ರತಿಪಕ್ಷದ ನಾಯಕ ಮಲ್ಲಿಕಾರ್ಜುನ ಖರ್ಗೆ ಅವರನ್ನು ಭೇಟಿ ಮಾಡಿ ಹುಟ್ಟುಹಬ್ಬದ ಶುಭಾಶಯ ಕೋರಿ ಸನ್ಮಾನಿಸಿದರು. xyxy=(434,1474,730,1503)
facebook-icon: f xyxy=(650,68,654,78)
social-block xyxy=(650,66,784,96)
mayor-body: ಸುದ್ದಿಮೂಲ ವಾರ್ತೆ ಕಲಬುರಗಿ, ಜು.21: ಕಲಬುರಗಿ ಮಹಾನಗರ ಪಾಲಿಕೆಯ 23ನೇ ಅವಧಿಯ ಮೇಯರ್ ಮತ್ತು ಉಪಮೇಯರ್ ಸ್ಥಾನಗಳ ಆಯ್ಕೆಗೆ ಆಗಸ್ಟ್ 7 ರಂದು ಚುನಾವಣೆ ನಡೆಯಲಿದೆ ಎಂದು ಪ್ರಾದೇಶಿಕ ಆಯುಕ್ತರು ತಿಳಿಸಿದ್ದಾರೆ. ಅಂದು ಬೆಳಿಗ್ಗೆ 9 ರಿಂದ 10 ಗಂಟೆಯವರೆಗೆ ನಾಮಪತ್ರ ಸಲ್ಲಿಕೆ, ಮಧ್ಯಾಹ್ನ 12.30 ಗಂಟೆಗೆ ಚುನಾವಣಾ ಸಭೆ ನಡೆಯಲಿದೆ. ಮೇಯರ್ ಸ್ಥಾನ ಸಾಮಾನ್ಯ ಮಹಿಳೆ ಹಾಗೂ ಉಪಮೇಯರ್ ಸ್ಥಾನ ಹಿಂದುಳಿದ ವರ್ಗ (ಬಿ) ಮಹಿಳೆಗೆ ಮೀಸಲಾಗಿದೆ. ಪಾಲಿಕೆ ಸದಸ್ಯರು, ಸಂಸದರು, ಶಾಸಕರು ಹಾಗೂ ವಿಧಾನ ಪರಿಷತ್ ಸದಸ್ಯರು ಮತದಾನದ ಹಕ್ಕು ಹೊಂದಿದ್ದಾರೆ. xyxy=(250,1288,418,1377)
column-body xyxy=(29,221,237,631)
kharge-photo xyxy=(424,1250,740,1472)
section-rule xyxy=(20,818,744,819)
column-verse: ಶರಣರೆಂಬವರ ಕೃಪೆ ಮಾಡಿ ಮಾರುಗೊಳಲು ಐಕ್ಯವೆನ್ನಾ : ಹಣ, ಪ್ರಭುಗಳೊಪ್ಪಿದರೆ ಕಾಯ, ಕರುಣಿಸಿ ಕಣ್ಣು ತೆರೆಯೆ... ಕುಲವರ್ಣ ಸಂಗಾಯಾ.. ॥ 702 ॥ xyxy=(39,249,227,268)
city-label: ವಿಜಯನಗರ xyxy=(559,83,598,94)
mayor-headline-2: ಆಯ್ಕೆಗೆ ಆ.07 ರಂದು ಚುನಾವಣೆ xyxy=(250,1266,367,1278)
globe-icon: › xyxy=(170,68,174,78)
mayor-headline-1: ಕಲಬುರಗಿ ಮೇಯರ್ - ಉಪಮೇಯರ್ xyxy=(250,1248,383,1260)
column-speaker: ಮಂಜಣ್ಣ : xyxy=(29,235,56,244)
city-label: ರಾಯಚೂರು xyxy=(330,83,370,94)
